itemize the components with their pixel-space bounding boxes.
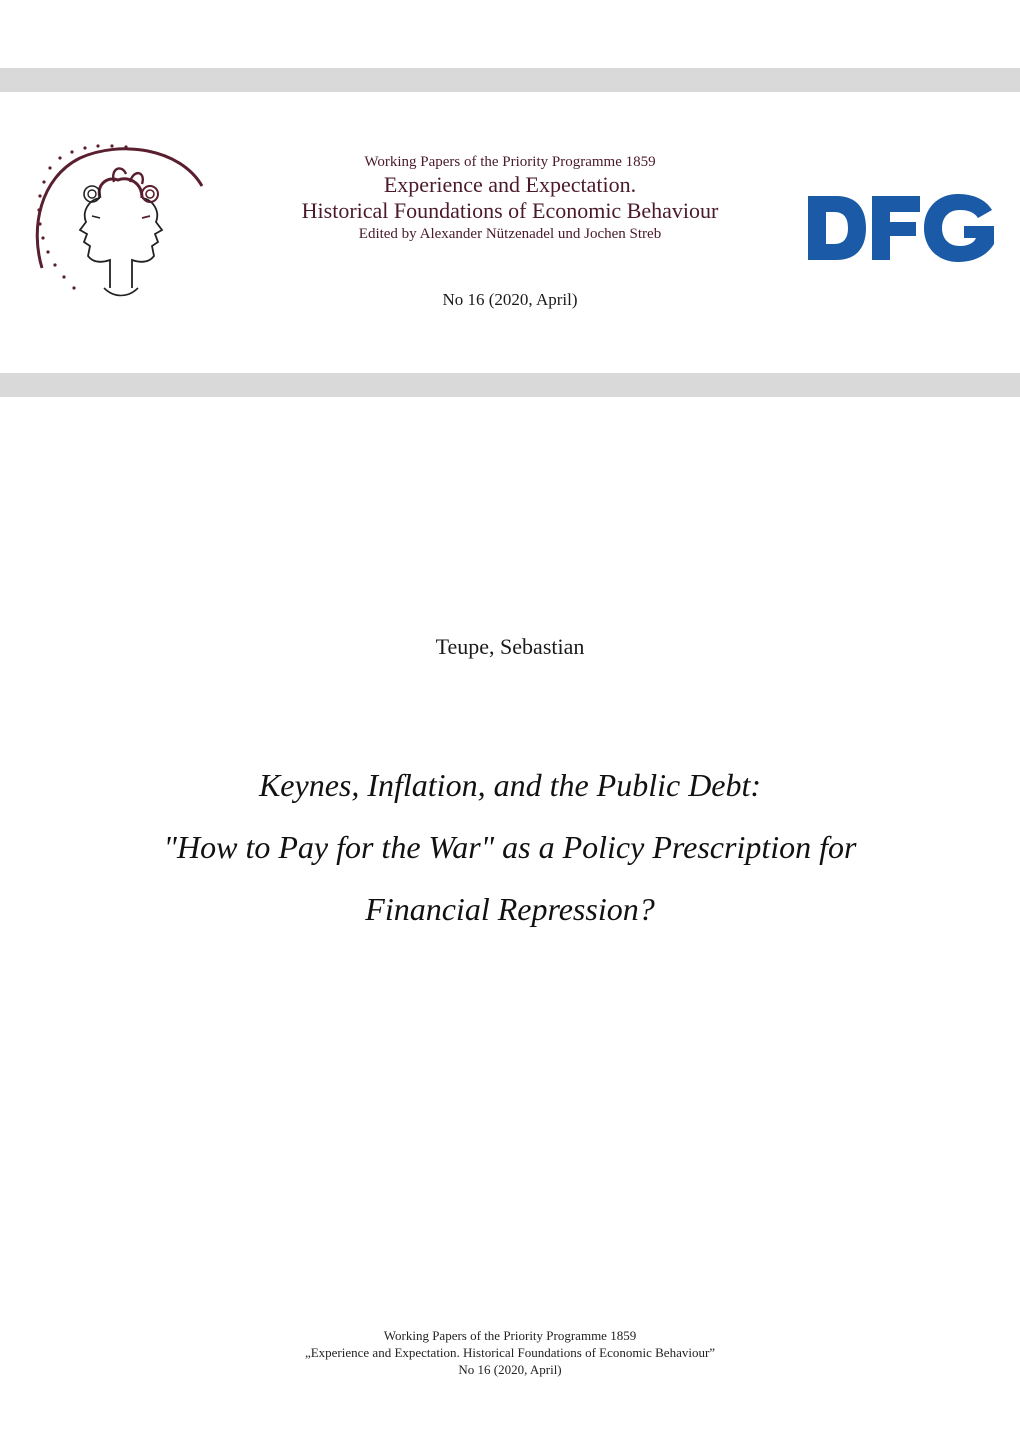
- title-line-3: Financial Repression?: [365, 891, 655, 927]
- paper-number: No 16 (2020, April): [442, 290, 578, 309]
- footer-line-3: No 16 (2020, April): [458, 1362, 562, 1377]
- series-name: Working Papers of the Priority Programme 1859: [364, 154, 656, 170]
- dfg-logo: [808, 194, 994, 262]
- bottom-gray-band: [0, 373, 1020, 397]
- series-title-line2: Historical Foundations of Economic Behaviour: [301, 198, 719, 223]
- top-gray-band: [0, 68, 1020, 92]
- footer: [200, 1327, 820, 1378]
- footer-line-2: „Experience and Expectation. Historical Foundations of Economic Behaviour”: [304, 1345, 716, 1360]
- author-name: Teupe, Sebastian: [435, 634, 585, 659]
- title-line-1: Keynes, Inflation, and the Public Debt:: [258, 767, 762, 803]
- header-block: [200, 152, 820, 244]
- series-title-line1: Experience and Expectation.: [383, 172, 637, 197]
- paper-title: [60, 754, 960, 940]
- title-line-2: "How to Pay for the War" as a Policy Prescription for: [163, 829, 857, 865]
- two-faced-head-seal-icon: [30, 138, 210, 318]
- editors-line: Edited by Alexander Nützenadel und Jochen Streb: [358, 226, 662, 242]
- footer-line-1: Working Papers of the Priority Programme 1859: [383, 1328, 637, 1343]
